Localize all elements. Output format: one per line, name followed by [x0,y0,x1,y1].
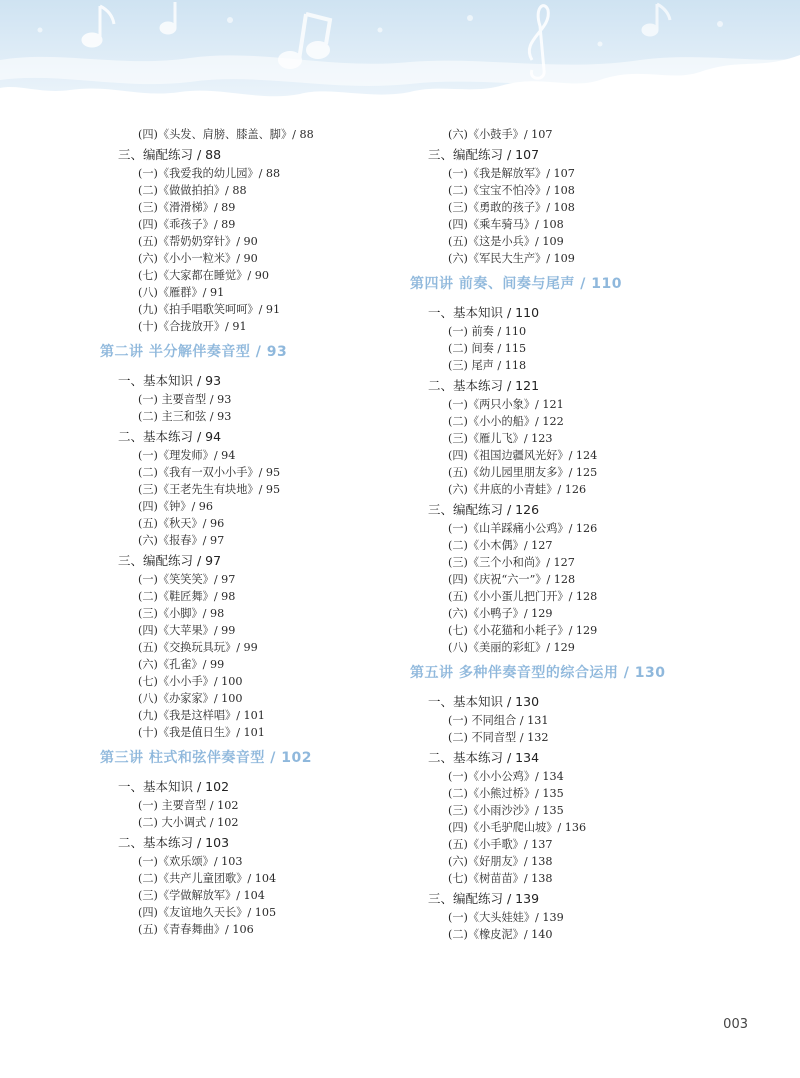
toc-item: (三)《勇敢的孩子》/ 108 [448,201,575,214]
toc-item: (四)《头发、肩膀、膝盖、脚》/ 88 [138,128,314,141]
toc-section: 一、基本知识 / 102 [118,779,230,794]
toc-item: (四)《大苹果》/ 99 [138,624,236,637]
toc-item: (四)《友谊地久天长》/ 105 [138,906,277,919]
toc-section: 三、编配练习 / 107 [428,147,540,162]
toc-item: (二)《共产儿童团歌》/ 104 [138,872,277,885]
toc-chapter: 第二讲 半分解伴奏音型 / 93 [100,344,288,360]
toc-item: (三) 尾声 / 118 [448,359,527,372]
toc-item: (五)《这是小兵》/ 109 [448,235,564,248]
toc-item: (一)《我爱我的幼儿园》/ 88 [138,167,281,180]
toc-section: 三、编配练习 / 88 [118,147,222,162]
toc-item: (四)《乖孩子》/ 89 [138,218,236,231]
toc-section: 三、编配练习 / 97 [118,553,222,568]
toc-item: (二) 主三和弦 / 93 [138,410,232,423]
toc-item: (三)《滑滑梯》/ 89 [138,201,236,214]
toc-item: (六)《小鸭子》/ 129 [448,607,553,620]
toc-item: (五)《青春舞曲》/ 106 [138,923,254,936]
toc-item: (一)《大头娃娃》/ 139 [448,911,564,924]
toc-item: (七)《大家都在睡觉》/ 90 [138,269,269,282]
toc-item: (四)《祖国边疆风光好》/ 124 [448,449,598,462]
toc-chapter: 第五讲 多种伴奏音型的综合运用 / 130 [410,665,666,681]
toc-item: (五)《帮奶奶穿针》/ 90 [138,235,258,248]
toc-item: (一)《笑笑笑》/ 97 [138,573,236,586]
page-number: 003 [723,1017,748,1032]
toc-item: (五)《小手歌》/ 137 [448,838,553,851]
toc-item: (九)《我是这样唱》/ 101 [138,709,265,722]
toc-item: (三)《学做解放军》/ 104 [138,889,265,902]
toc-item: (二)《宝宝不怕冷》/ 108 [448,184,575,197]
toc-item: (一) 主要音型 / 93 [138,393,232,406]
toc-section: 二、基本练习 / 121 [428,378,540,393]
toc-item: (二)《小熊过桥》/ 135 [448,787,564,800]
toc-item: (六)《井底的小青蛙》/ 126 [448,483,587,496]
toc-item: (四)《钟》/ 96 [138,500,214,513]
toc-item: (三)《小雨沙沙》/ 135 [448,804,564,817]
toc-item: (五)《幼儿园里朋友多》/ 125 [448,466,598,479]
toc-item: (六)《好朋友》/ 138 [448,855,553,868]
toc-section: 二、基本练习 / 103 [118,835,230,850]
toc-item: (二) 大小调式 / 102 [138,816,239,829]
toc-item: (八)《雁群》/ 91 [138,286,225,299]
toc-item: (四)《庆祝“六一”》/ 128 [448,573,576,586]
toc-section: 一、基本知识 / 93 [118,373,222,388]
toc-chapter: 第三讲 柱式和弦伴奏音型 / 102 [100,750,312,766]
toc-item: (十)《我是值日生》/ 101 [138,726,265,739]
toc-chapter: 第四讲 前奏、间奏与尾声 / 110 [410,276,622,292]
toc-section: 三、编配练习 / 139 [428,891,540,906]
toc-item: (七)《树苗苗》/ 138 [448,872,553,885]
toc-section: 二、基本练习 / 94 [118,429,222,444]
toc-item: (五)《小小蛋儿把门开》/ 128 [448,590,598,603]
toc-section: 二、基本练习 / 134 [428,750,540,765]
toc-item: (二)《鞋匠舞》/ 98 [138,590,236,603]
toc-item: (二)《小木偶》/ 127 [448,539,553,552]
toc-item: (二)《橡皮泥》/ 140 [448,928,553,941]
toc-item: (二) 不同音型 / 132 [448,731,549,744]
toc-item: (六)《军民大生产》/ 109 [448,252,575,265]
toc-item: (一)《欢乐颂》/ 103 [138,855,243,868]
toc-item: (一) 前奏 / 110 [448,325,527,338]
toc-item: (四)《乘车骑马》/ 108 [448,218,564,231]
toc-item: (八)《美丽的彩虹》/ 129 [448,641,575,654]
toc-item: (二)《我有一双小小手》/ 95 [138,466,281,479]
toc-item: (一) 主要音型 / 102 [138,799,239,812]
toc-item: (五)《交换玩具玩》/ 99 [138,641,258,654]
toc-item: (一)《小小公鸡》/ 134 [448,770,564,783]
toc-section: 一、基本知识 / 110 [428,305,540,320]
toc-item: (八)《办家家》/ 100 [138,692,243,705]
toc-item: (六)《小小一粒米》/ 90 [138,252,258,265]
toc-section: 一、基本知识 / 130 [428,694,540,709]
toc-item: (六)《小鼓手》/ 107 [448,128,553,141]
decorative-music-banner [0,0,800,110]
toc-item: (一)《理发师》/ 94 [138,449,236,462]
toc-item: (三)《雁儿飞》/ 123 [448,432,553,445]
toc-item: (一) 不同组合 / 131 [448,714,549,727]
toc-item: (三)《三个小和尚》/ 127 [448,556,575,569]
toc-item: (三)《王老先生有块地》/ 95 [138,483,281,496]
toc-item: (六)《报春》/ 97 [138,534,225,547]
toc-item: (七)《小小手》/ 100 [138,675,243,688]
toc-item: (一)《山羊踩痛小公鸡》/ 126 [448,522,598,535]
toc-item: (二)《小小的船》/ 122 [448,415,564,428]
toc-item: (三)《小脚》/ 98 [138,607,225,620]
toc-item: (二) 间奏 / 115 [448,342,527,355]
toc-item: (九)《拍手唱歌笑呵呵》/ 91 [138,303,281,316]
toc-item: (五)《秋天》/ 96 [138,517,225,530]
toc-item: (一)《我是解放军》/ 107 [448,167,575,180]
toc-item: (二)《做做拍拍》/ 88 [138,184,247,197]
toc-item: (七)《小花猫和小耗子》/ 129 [448,624,598,637]
toc-item: (四)《小毛驴爬山坡》/ 136 [448,821,587,834]
toc-item: (十)《合拢放开》/ 91 [138,320,247,333]
toc-item: (六)《孔雀》/ 99 [138,658,225,671]
toc-item: (一)《两只小象》/ 121 [448,398,564,411]
toc-section: 三、编配练习 / 126 [428,502,540,517]
